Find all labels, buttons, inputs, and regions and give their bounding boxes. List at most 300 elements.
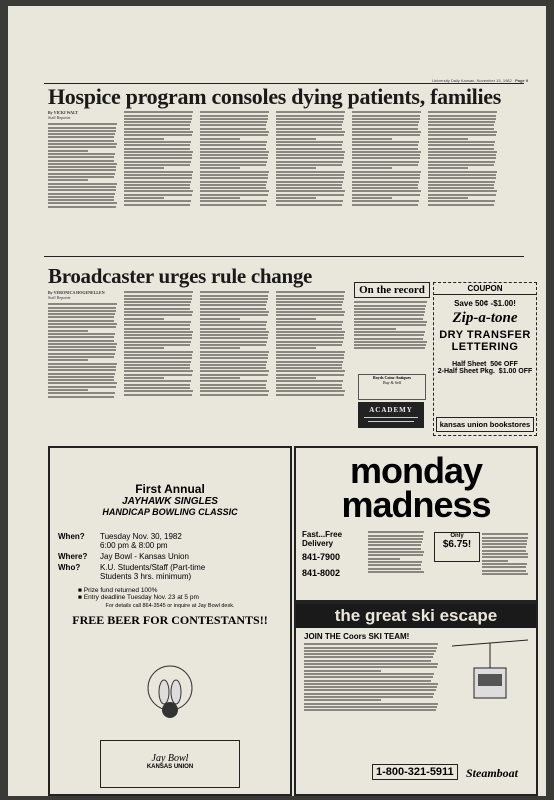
text-line <box>124 200 191 202</box>
story1-col-6 <box>428 110 500 246</box>
text-line <box>352 118 420 120</box>
text-line <box>304 709 436 711</box>
text-line <box>200 361 267 363</box>
text-line <box>352 204 418 206</box>
bullet-icon: ■ <box>78 587 84 594</box>
story2-col-4 <box>276 290 348 438</box>
text-line <box>48 307 116 309</box>
text-line <box>276 181 343 183</box>
story1-col-2 <box>124 110 196 246</box>
text-line <box>276 374 344 376</box>
text-line <box>48 156 114 158</box>
text-line <box>124 174 192 176</box>
text-line <box>304 689 436 691</box>
text-line <box>276 311 345 313</box>
text-line <box>482 563 527 565</box>
text-line <box>200 177 268 179</box>
text-line <box>276 301 343 303</box>
text-line <box>200 184 266 186</box>
text-line <box>200 131 269 133</box>
when-time: 6:00 pm & 8:00 pm <box>100 541 168 550</box>
text-line <box>276 291 345 293</box>
text-line <box>352 115 420 117</box>
monday-title1: monday <box>349 450 483 491</box>
text-line <box>124 111 193 113</box>
text-line <box>48 379 114 381</box>
text-line <box>276 111 345 113</box>
text-line <box>124 154 192 156</box>
text-line <box>276 328 342 330</box>
text-line <box>352 128 418 130</box>
text-line <box>124 328 190 330</box>
text-line <box>124 308 190 310</box>
text-line <box>482 537 528 539</box>
bowling-footer: Jay Bowl KANSAS UNION <box>100 740 240 788</box>
text-line <box>200 331 269 333</box>
text-line <box>304 673 434 675</box>
text-line <box>352 111 421 113</box>
text-line <box>276 361 343 363</box>
bowling-first: First Annual <box>135 482 205 496</box>
text-line <box>124 161 191 163</box>
text-line <box>368 554 423 556</box>
text-line <box>200 181 267 183</box>
text-line <box>48 369 116 371</box>
text-line <box>482 556 528 558</box>
text-line <box>368 541 422 543</box>
text-line <box>428 148 494 150</box>
text-line <box>276 204 342 206</box>
fast-free: Fast...Free <box>302 530 343 539</box>
text-line <box>124 295 192 297</box>
on-the-record-box <box>354 282 430 436</box>
where-value: Jay Bowl - Kansas Union <box>100 552 189 561</box>
text-line <box>200 364 266 366</box>
text-line <box>48 330 88 332</box>
text-line <box>354 334 424 336</box>
text-line <box>200 111 269 113</box>
text-line <box>48 146 116 148</box>
text-line <box>48 153 115 155</box>
story1-col-4 <box>276 110 348 246</box>
text-line <box>48 382 117 384</box>
bowling-title2: HANDICAP BOWLING CLASSIC <box>102 507 238 517</box>
text-line <box>124 121 191 123</box>
text-line <box>200 187 266 189</box>
text-line <box>428 200 495 202</box>
coupon-save: Save 50¢ -$1.00! <box>454 299 516 308</box>
text-line <box>124 298 192 300</box>
text-line <box>352 174 420 176</box>
coupon-title: COUPON <box>434 283 536 295</box>
newspaper-page <box>8 6 546 796</box>
text-line <box>354 328 396 330</box>
text-line <box>200 141 267 143</box>
text-line <box>428 161 495 163</box>
text-line <box>428 118 496 120</box>
text-line <box>48 183 117 185</box>
text-line <box>124 334 192 336</box>
text-line <box>304 693 434 695</box>
text-line <box>276 190 345 192</box>
text-line <box>276 394 344 396</box>
text-line <box>200 384 266 386</box>
text-line <box>428 167 468 169</box>
text-line <box>48 356 114 358</box>
story2-headline: Broadcaster urges rule change <box>48 264 313 288</box>
text-line <box>200 298 268 300</box>
text-line <box>200 295 268 297</box>
text-line <box>200 118 268 120</box>
text-line <box>428 194 496 196</box>
text-line <box>48 316 114 318</box>
text-line <box>304 656 433 658</box>
text-line <box>304 643 438 645</box>
text-line <box>200 204 266 206</box>
text-line <box>428 174 496 176</box>
text-line <box>276 390 345 392</box>
text-line <box>48 186 116 188</box>
boyds-ad: Boyds Coins-Antiques Buy & Sell <box>358 374 426 400</box>
who-label: Who? <box>58 563 81 572</box>
text-line <box>48 202 117 204</box>
text-line <box>352 187 418 189</box>
text-line <box>428 124 494 126</box>
text-line <box>428 115 496 117</box>
text-line <box>124 177 192 179</box>
text-line <box>48 373 115 375</box>
text-line <box>48 143 117 145</box>
text-line <box>200 344 266 346</box>
text-line <box>124 361 191 363</box>
text-line <box>276 308 342 310</box>
text-line <box>276 351 345 353</box>
text-line <box>276 318 316 320</box>
who-value-2: Students 3 hrs. minimum) <box>100 572 192 581</box>
text-line <box>276 357 344 359</box>
text-line <box>482 573 528 575</box>
monday-title2: madness <box>341 484 491 525</box>
text-line <box>304 647 437 649</box>
text-line <box>428 204 494 206</box>
text-line <box>200 341 267 343</box>
text-line <box>482 570 526 572</box>
text-line <box>200 367 266 369</box>
ski-phone: 1-800-321-5911 <box>372 764 458 780</box>
text-line <box>304 663 438 665</box>
text-line <box>352 141 419 143</box>
text-line <box>352 184 418 186</box>
text-line <box>48 150 88 152</box>
text-line <box>428 121 495 123</box>
text-line <box>48 160 114 162</box>
text-line <box>276 200 343 202</box>
coupon-store: kansas union bookstores <box>436 417 534 432</box>
text-line <box>200 151 269 153</box>
where-label: Where? <box>58 552 88 561</box>
text-line <box>48 310 116 312</box>
text-line <box>200 121 267 123</box>
text-line <box>276 331 345 333</box>
text-line <box>354 338 423 340</box>
story1-col-3 <box>200 110 272 246</box>
text-line <box>368 571 424 573</box>
text-line <box>124 394 192 396</box>
text-line <box>482 560 508 562</box>
text-line <box>48 320 114 322</box>
text-line <box>48 353 115 355</box>
ski-gondola-icon <box>452 638 528 714</box>
text-line <box>304 703 438 705</box>
text-line <box>276 161 343 163</box>
text-line <box>48 176 114 178</box>
text-line <box>352 144 418 146</box>
text-line <box>200 394 268 396</box>
text-line <box>276 131 345 133</box>
text-line <box>124 387 190 389</box>
text-line <box>48 193 115 195</box>
text-line <box>428 184 494 186</box>
text-line <box>200 377 240 379</box>
text-line <box>48 163 117 165</box>
text-line <box>276 377 316 379</box>
story1-headline: Hospice program consoles dying patients, families <box>48 84 502 109</box>
bowling-pins-icon <box>140 658 200 728</box>
text-line <box>124 380 191 382</box>
story1-col-5 <box>352 110 424 246</box>
text-line <box>428 134 496 136</box>
text-line <box>428 151 497 153</box>
text-line <box>352 121 419 123</box>
text-line <box>200 324 266 326</box>
text-line <box>48 346 116 348</box>
ski-join: JOIN THE Coors SKI TEAM! <box>304 632 410 641</box>
text-line <box>352 131 421 133</box>
phone-2: 841-8002 <box>302 568 341 578</box>
text-line <box>428 164 494 166</box>
text-line <box>200 357 268 359</box>
text-line <box>276 354 344 356</box>
text-line <box>200 351 269 353</box>
text-line <box>48 323 117 325</box>
text-line <box>200 134 268 136</box>
text-line <box>48 127 116 129</box>
text-line <box>368 561 422 563</box>
academy-ad: ACADEMY <box>358 402 424 428</box>
text-line <box>352 151 421 153</box>
text-line <box>48 166 116 168</box>
text-line <box>124 190 193 192</box>
text-line <box>48 313 115 315</box>
text-line <box>200 200 267 202</box>
text-line <box>352 167 392 169</box>
text-line <box>304 686 437 688</box>
text-line <box>124 377 164 379</box>
text-line <box>276 380 343 382</box>
text-line <box>276 184 342 186</box>
coupon-brand: Zip-a-tone <box>452 310 518 326</box>
text-line <box>48 326 116 328</box>
text-line <box>124 374 192 376</box>
text-line <box>48 206 116 208</box>
who-value: K.U. Students/Staff (Part-time <box>100 563 206 572</box>
text-line <box>304 653 434 655</box>
text-line <box>48 169 116 171</box>
bowling-classic-ad <box>48 446 292 796</box>
text-line <box>428 181 495 183</box>
text-line <box>124 314 192 316</box>
text-line <box>124 148 190 150</box>
text-line <box>276 341 343 343</box>
text-line <box>124 321 191 323</box>
text-line <box>304 699 381 701</box>
text-line <box>428 111 497 113</box>
prize-line: Prize fund returned 100% <box>83 587 158 594</box>
text-line <box>200 354 268 356</box>
story1-col-1 <box>48 122 120 246</box>
text-line <box>48 196 114 198</box>
text-line <box>48 133 115 135</box>
text-line <box>200 328 266 330</box>
coupon-line2: 2-Half Sheet Pkg. $1.00 OFF <box>437 368 533 375</box>
monday-madness-ad <box>294 446 538 602</box>
text-line <box>276 134 344 136</box>
text-line <box>48 199 114 201</box>
text-line <box>200 138 240 140</box>
text-line <box>368 548 421 550</box>
text-line <box>200 148 266 150</box>
text-line <box>276 144 342 146</box>
text-line <box>124 390 193 392</box>
text-line <box>276 138 316 140</box>
text-line <box>124 341 191 343</box>
text-line <box>354 301 427 303</box>
text-line <box>304 683 438 685</box>
text-line <box>352 154 420 156</box>
text-line <box>124 171 193 173</box>
text-line <box>368 558 400 560</box>
text-line <box>124 291 193 293</box>
text-line <box>124 128 190 130</box>
text-line <box>428 138 468 140</box>
text-line <box>354 308 425 310</box>
text-line <box>200 190 269 192</box>
text-line <box>304 660 431 662</box>
text-line <box>276 167 316 169</box>
text-line <box>200 337 268 339</box>
text-line <box>124 194 192 196</box>
story1-bottom-rule <box>44 256 524 257</box>
text-line <box>276 347 316 349</box>
text-line <box>354 331 425 333</box>
text-line <box>200 321 267 323</box>
text-line <box>124 370 193 372</box>
text-line <box>276 128 342 130</box>
text-line <box>354 321 427 323</box>
when-value: Tuesday Nov. 30, 1982 <box>100 532 182 541</box>
record-body <box>354 300 430 370</box>
deadline-line: Entry deadline Tuesday Nov. 23 at 5 pm <box>83 594 199 601</box>
text-line <box>124 151 193 153</box>
text-line <box>276 121 343 123</box>
bullet-icon: ■ <box>78 594 84 601</box>
text-line <box>352 177 420 179</box>
text-line <box>124 164 190 166</box>
text-line <box>124 354 192 356</box>
text-line <box>368 564 421 566</box>
page-header-right: University Daily Kansan, November 15, 1982 Page 9 <box>432 78 528 83</box>
text-line <box>368 538 423 540</box>
delivery: Delivery <box>302 539 334 548</box>
text-line <box>276 151 345 153</box>
text-line <box>124 181 191 183</box>
text-line <box>200 390 269 392</box>
text-line <box>48 333 115 335</box>
when-label: When? <box>58 532 85 541</box>
text-line <box>48 140 114 142</box>
text-line <box>352 161 419 163</box>
text-line <box>48 343 117 345</box>
text-line <box>276 321 343 323</box>
text-line <box>124 318 164 320</box>
text-line <box>482 553 528 555</box>
text-line <box>428 144 494 146</box>
text-line <box>354 347 425 349</box>
text-line <box>428 141 495 143</box>
text-line <box>482 566 526 568</box>
text-line <box>48 349 116 351</box>
text-line <box>276 367 342 369</box>
text-line <box>48 340 114 342</box>
text-line <box>368 551 424 553</box>
text-line <box>124 197 164 199</box>
text-line <box>124 337 192 339</box>
text-line <box>48 386 116 388</box>
text-line <box>276 164 342 166</box>
text-line <box>200 174 268 176</box>
text-line <box>354 324 426 326</box>
text-line <box>124 118 192 120</box>
story2-col-2 <box>124 290 196 438</box>
text-line <box>304 706 437 708</box>
text-line <box>200 171 269 173</box>
monday-deal-text <box>482 532 530 592</box>
text-line <box>352 138 392 140</box>
text-line <box>200 387 266 389</box>
text-line <box>48 392 115 394</box>
text-line <box>200 161 267 163</box>
text-line <box>276 141 343 143</box>
text-line <box>124 187 190 189</box>
text-line <box>276 171 345 173</box>
ski-body <box>304 642 444 742</box>
text-line <box>276 384 342 386</box>
text-line <box>124 367 190 369</box>
monday-fine-print <box>368 530 426 592</box>
text-line <box>354 305 426 307</box>
story2-col-1 <box>48 302 120 438</box>
text-line <box>352 190 421 192</box>
text-line <box>276 298 344 300</box>
text-line <box>48 363 117 365</box>
coupon-product1: DRY TRANSFER <box>439 329 531 341</box>
text-line <box>200 308 266 310</box>
text-line <box>124 144 190 146</box>
text-line <box>482 550 526 552</box>
text-line <box>304 676 433 678</box>
text-line <box>276 387 342 389</box>
text-line <box>124 134 192 136</box>
